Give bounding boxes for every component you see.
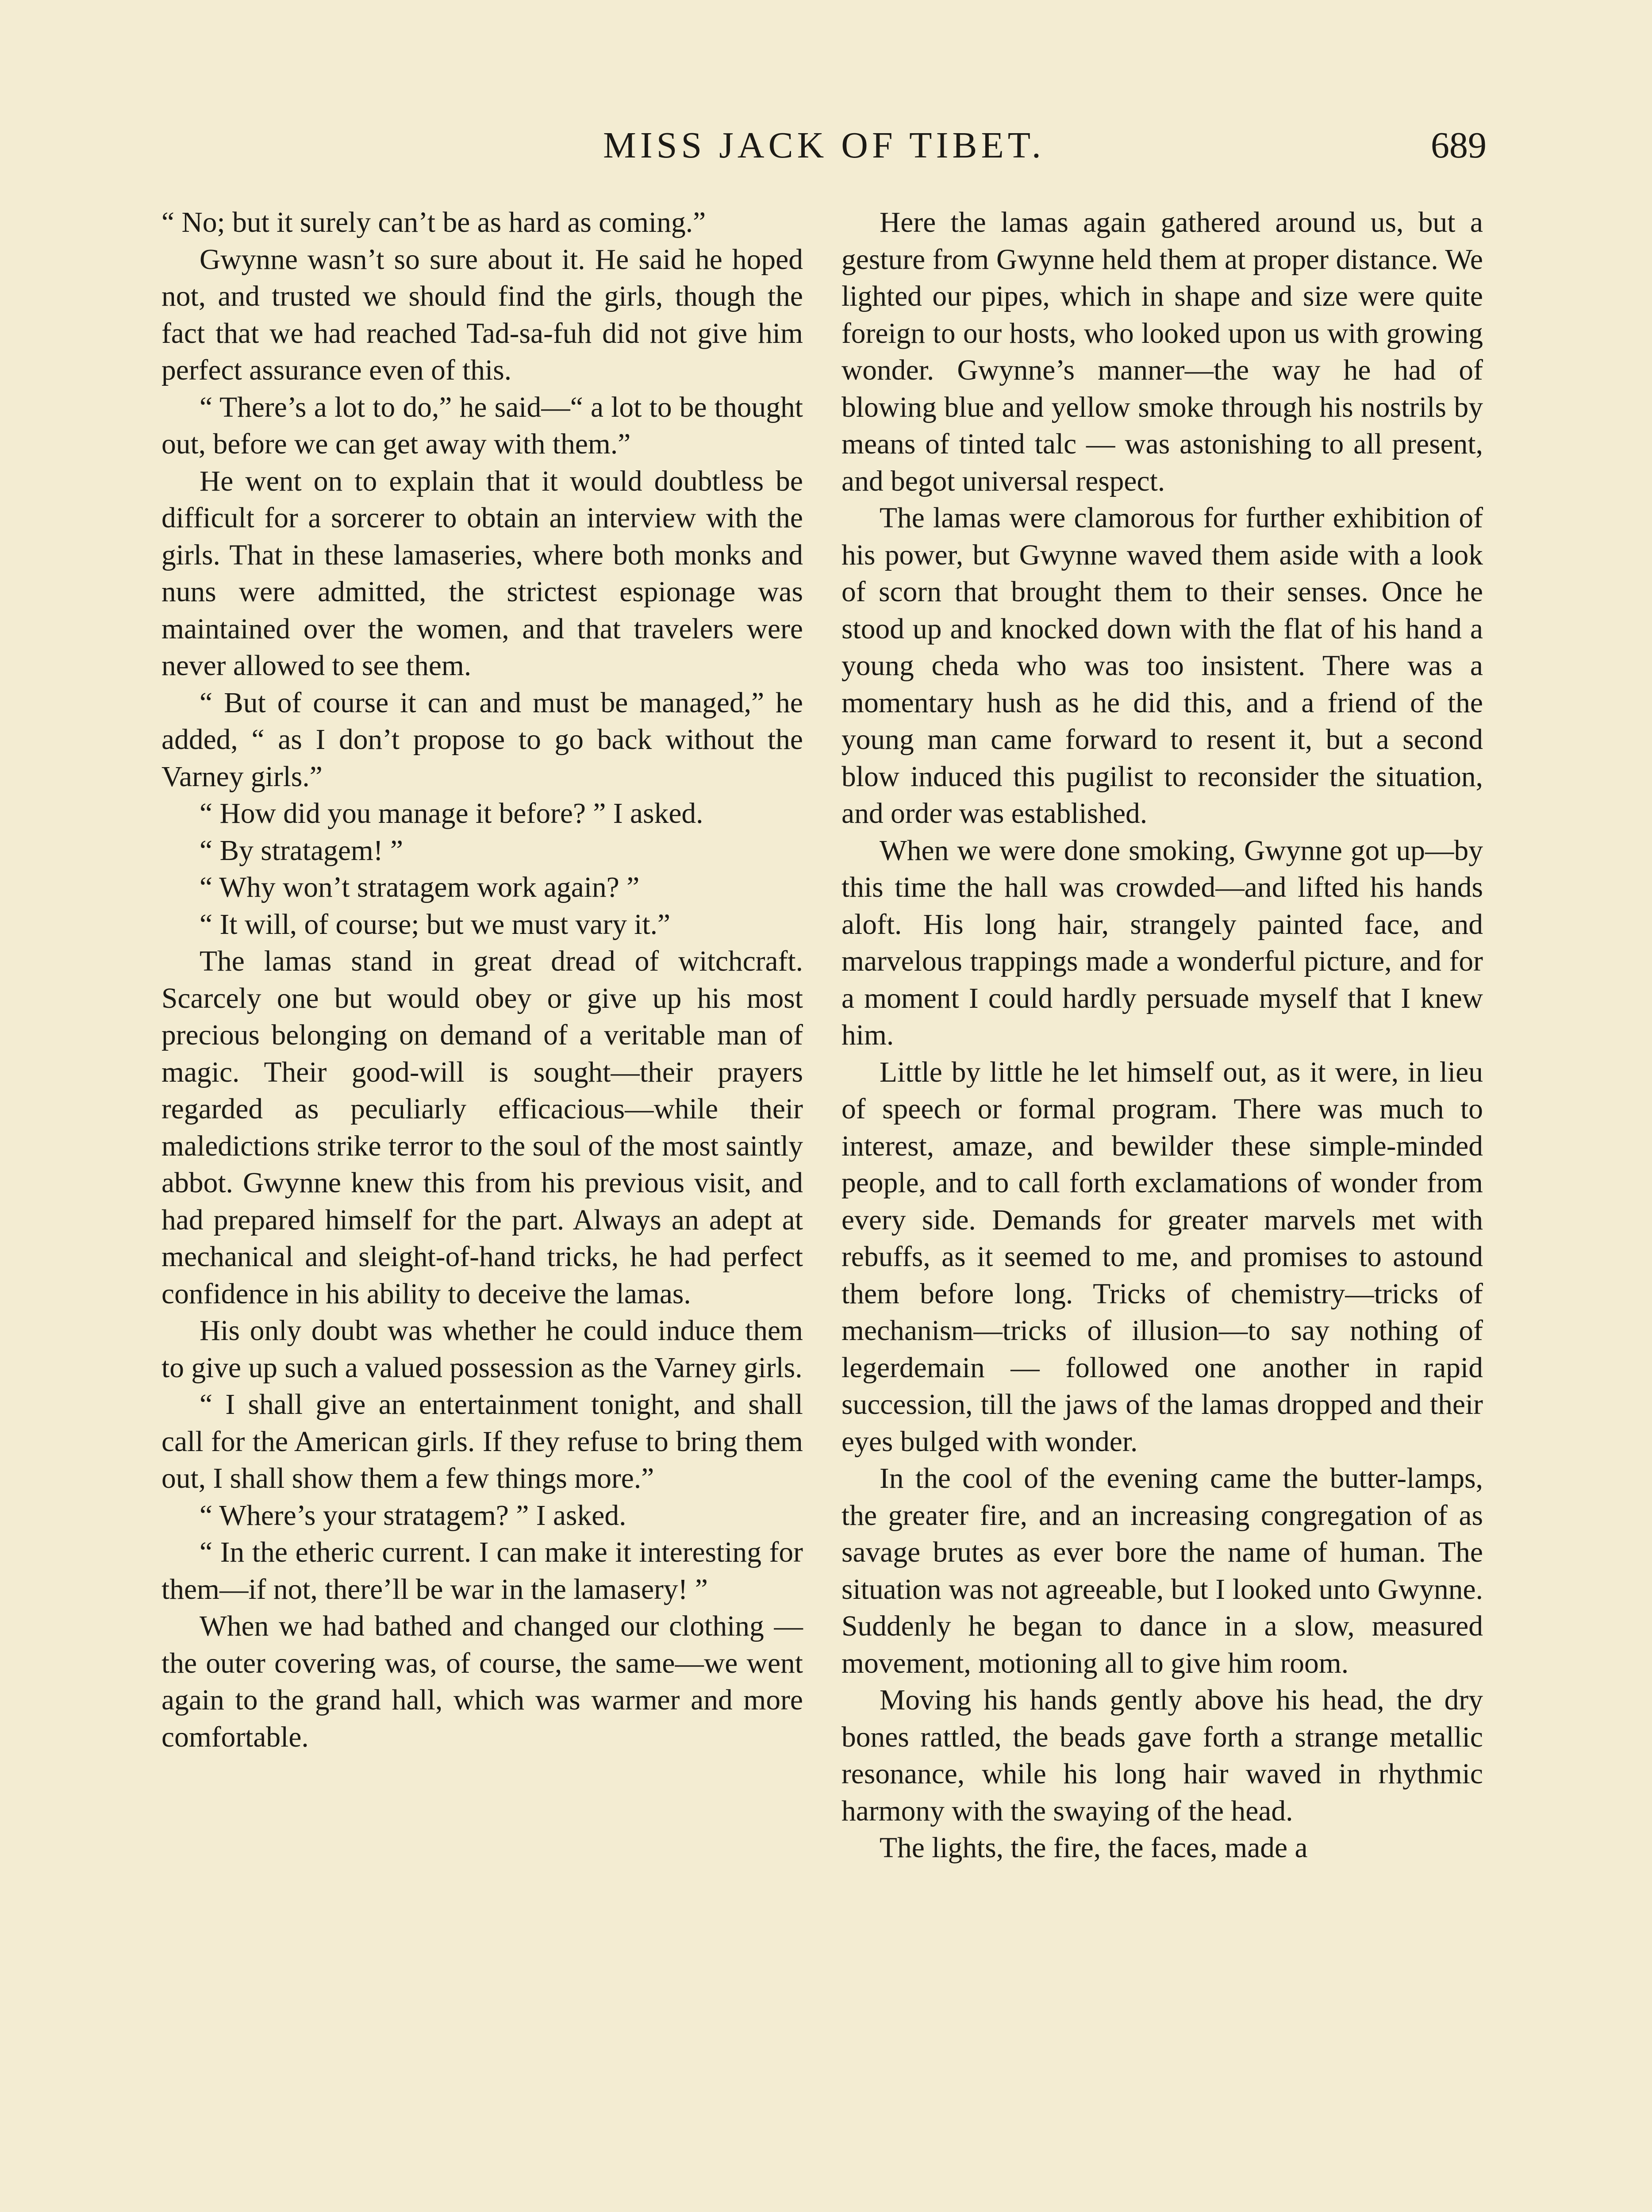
paragraph: When we were done smoking, Gwynne got up—by this time the hall was crowded—and lifted his hands aloft. His long hair, strangely painted face, and marvelous trappings made a wonderful picture, and for a moment I could hardly persuade myself that I knew him. <box>841 834 1483 1051</box>
paragraph: “ Why won’t stratagem work again? ” <box>200 872 640 903</box>
paragraph: His only doubt was whether he could induce them to give up such a valued possession as the Varney girls. <box>161 1315 803 1384</box>
paragraph: “ By stratagem! ” <box>200 834 403 867</box>
paragraph: “ I shall give an entertainment tonight, and shall call for the American girls. If they refuse to bring them out, I shall show them a few things more.” <box>161 1389 803 1494</box>
paragraph: “ But of course it can and must be managed,” he added, “ as I don’t propose to go back without the Varney girls.” <box>161 687 803 793</box>
left-column <box>161 204 803 1756</box>
paragraph: The lamas stand in great dread of witchcraft. Scarcely one but would obey or give up his most precious belonging on demand of a veritable man of magic. Their good-will is sought—their prayers regarded as peculiarly efficacious—while their maledictions strike terror to the soul of the most saintly abbot. Gwynne knew this from his previous visit, and had prepared himself for the part. Always an adept at mechanical and sleight-of-hand tricks, he had perfect confidence in his ability to deceive the lamas. <box>161 945 803 1310</box>
paragraph: When we had bathed and changed our clothing — the outer covering was, of course, the same—we went again to the grand hall, which was warmer and more comfortable. <box>161 1610 803 1753</box>
paragraph: The lamas were clamorous for further exhibition of his power, but Gwynne waved them aside with a look of scorn that brought them to their senses. Once he stood up and knocked down with the flat of his hand a young cheda who was too insistent. There was a momentary hush as he did this, and a friend of the young man came forward to resent it, but a second blow induced this pugilist to reconsider the situation, and order was established. <box>841 502 1483 830</box>
running-title: MISS JACK OF TIBET. <box>603 125 1045 166</box>
paragraph: “ There’s a lot to do,” he said—“ a lot to be thought out, before we can get away with them.” <box>161 391 803 460</box>
paragraph: “ In the etheric current. I can make it interesting for them—if not, there’ll be war in the lamasery! ” <box>161 1536 803 1605</box>
paragraph: “ No; but it surely can’t be as hard as coming.” <box>161 207 706 238</box>
paragraph: The lights, the fire, the faces, made a <box>880 1832 1308 1864</box>
page-number: 689 <box>1431 125 1487 166</box>
paragraph: Gwynne wasn’t so sure about it. He said he hoped not, and trusted we should find the girls, though the fact that we had reached Tad-sa-fuh did not give him perfect assurance even of this. <box>161 243 803 386</box>
paragraph: Moving his hands gently above his head, the dry bones rattled, the beads gave forth a strange metallic resonance, while his long hair waved in rhythmic harmony with the swaying of the head. <box>841 1684 1483 1827</box>
right-column <box>841 204 1483 1867</box>
paragraph: He went on to explain that it would doubtless be difficult for a sorcerer to obtain an interview with the girls. That in these lamaseries, where both monks and nuns were admitted, the strictest espionage was maintained over the women, and that travelers were never allowed to see them. <box>161 465 803 682</box>
page-header <box>161 124 1487 173</box>
paragraph: “ Where’s your stratagem? ” I asked. <box>200 1499 626 1532</box>
paragraph: Here the lamas again gathered around us, but a gesture from Gwynne held them at proper distance. We lighted our pipes, which in shape and size were quite foreign to our hosts, who looked upon us with growing wonder. Gwynne’s manner—the way he had of blowing blue and yellow smoke through his nostrils by means of tinted talc — was astonishing to all present, and begot universal respect. <box>841 207 1483 497</box>
paragraph: In the cool of the evening came the butter-lamps, the greater fire, and an increasing congregation of as savage brutes as ever bore the name of human. The situation was not agreeable, but I looked unto Gwynne. Suddenly he began to dance in a slow, measured movement, motioning all to give him room. <box>841 1463 1483 1679</box>
paragraph: “ How did you manage it before? ” I asked. <box>200 798 703 830</box>
paragraph: Little by little he let himself out, as it were, in lieu of speech or formal program. There was much to interest, amaze, and bewilder these simple-minded people, and to call forth exclamations of wonder from every side. Demands for greater marvels met with rebuffs, as it seemed to me, and promises to astound them before long. Tricks of chemistry—tricks of mechanism—tricks of illusion—to say nothing of legerdemain — followed one another in rapid succession, till the jaws of the lamas dropped and their eyes bulged with wonder. <box>841 1056 1483 1458</box>
paragraph: “ It will, of course; but we must vary it.” <box>200 908 671 941</box>
